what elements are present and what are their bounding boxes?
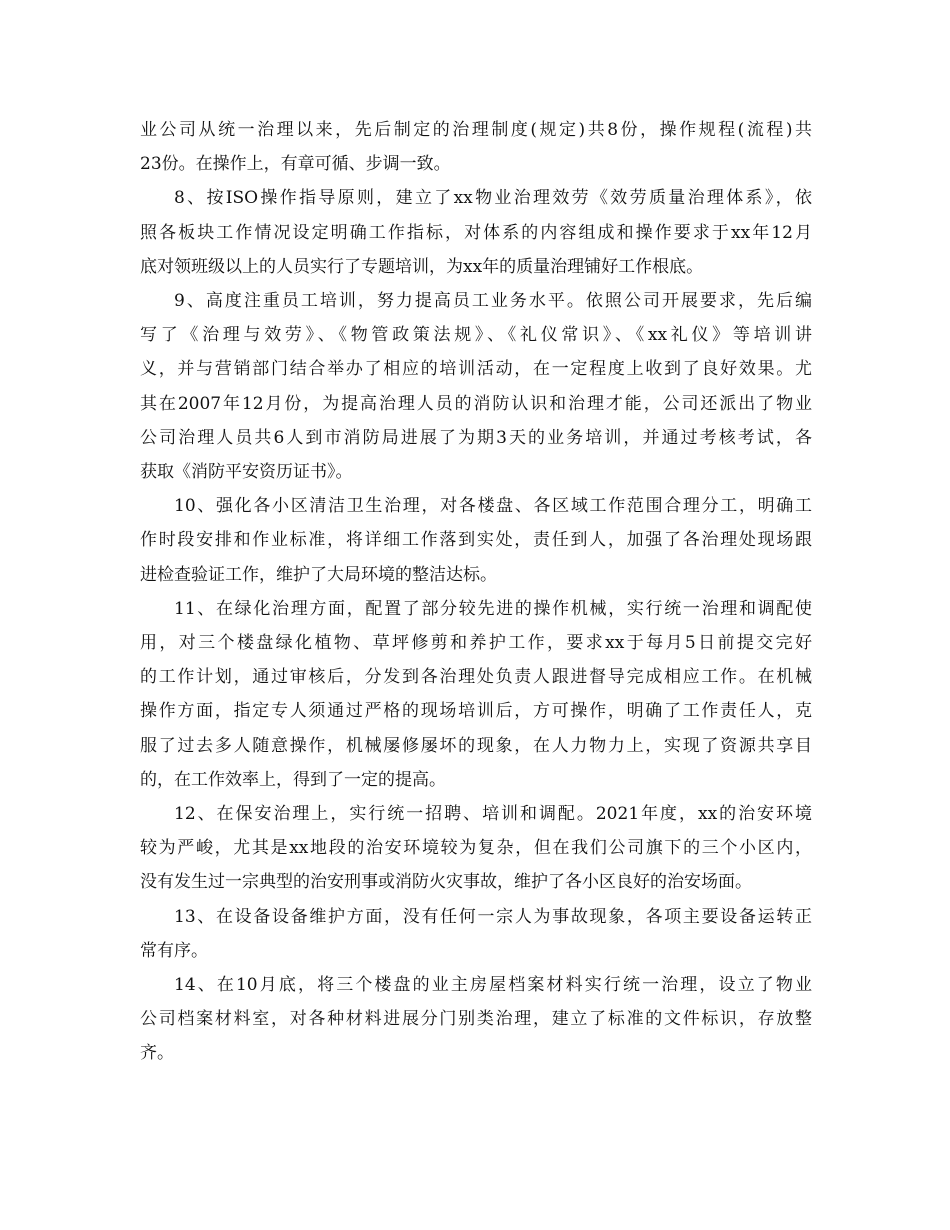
text-line: 23份。在操作上，有章可循、步调一致。 bbox=[140, 154, 451, 175]
text-line: 齐。 bbox=[140, 1043, 174, 1064]
text-line: 底对领班级以上的人员实行了专题培训，为xx年的质量治理铺好工作根底。 bbox=[140, 256, 704, 277]
document-body bbox=[140, 113, 812, 1071]
text-line: 进检查验证工作，维护了大局环境的整洁达标。 bbox=[140, 564, 497, 585]
paragraph-13 bbox=[140, 900, 812, 968]
paragraph-8 bbox=[140, 181, 812, 284]
text-line: 用，对三个楼盘绿化植物、草坪修剪和养护工作，要求xx于每月5日前提交完好 bbox=[140, 633, 812, 654]
text-line: 获取《消防平安资历证书》。 bbox=[140, 462, 353, 483]
text-line: 9、高度注重员工培训，努力提高员工业务水平。依照公司开展要求，先后编 bbox=[174, 291, 812, 312]
text-line: 的工作计划，通过审核后，分发到各治理处负责人跟进督导完成相应工作。在机械 bbox=[140, 667, 812, 688]
text-line: 没有发生过一宗典型的治安刑事或消防火灾事故，维护了各小区良好的治安场面。 bbox=[140, 872, 752, 893]
text-line: 服了过去多人随意操作，机械屡修屡坏的现象，在人力物力上，实现了资源共享目 bbox=[140, 735, 812, 756]
text-line: 义，并与营销部门结合举办了相应的培训活动，在一定程度上收到了良好效果。尤 bbox=[140, 359, 812, 380]
text-line: 公司档案材料室，对各种材料进展分门别类治理，建立了标准的文件标识，存放整 bbox=[140, 1009, 812, 1030]
text-line: 常有序。 bbox=[140, 940, 208, 961]
paragraph-14 bbox=[140, 968, 812, 1071]
text-line: 较为严峻，尤其是xx地段的治安环境较为复杂，但在我们公司旗下的三个小区内， bbox=[140, 838, 812, 859]
text-line: 其在2007年12月份，为提高治理人员的消防认识和治理才能，公司还派出了物业 bbox=[140, 393, 812, 414]
text-line: 10、强化各小区清洁卫生治理，对各楼盘、各区域工作范围合理分工，明确工 bbox=[174, 496, 812, 517]
paragraph-7-continued bbox=[140, 113, 812, 181]
text-line: 8、按ISO操作指导原则，建立了xx物业治理效劳《效劳质量治理体系》，依 bbox=[174, 188, 812, 209]
text-line: 13、在设备设备维护方面，没有任何一宗人为事故现象，各项主要设备运转正 bbox=[174, 906, 812, 927]
text-line: 14、在10月底，将三个楼盘的业主房屋档案材料实行统一治理，设立了物业 bbox=[174, 975, 812, 996]
text-line: 写了《治理与效劳》、《物管政策法规》、《礼仪常识》、《xx礼仪》等培训讲 bbox=[140, 325, 812, 346]
text-line: 公司治理人员共6人到市消防局进展了为期3天的业务培训，并通过考核考试，各 bbox=[140, 427, 812, 448]
text-line: 操作方面，指定专人须通过严格的现场培训后，方可操作，明确了工作责任人，克 bbox=[140, 701, 812, 722]
text-line: 业公司从统一治理以来，先后制定的治理制度(规定)共8份，操作规程(流程)共 bbox=[140, 120, 812, 140]
paragraph-11 bbox=[140, 592, 812, 797]
text-line: 11、在绿化治理方面，配置了部分较先进的操作机械，实行统一治理和调配使 bbox=[174, 598, 812, 619]
paragraph-10 bbox=[140, 489, 812, 592]
paragraph-12 bbox=[140, 797, 812, 900]
text-line: 作时段安排和作业标准，将详细工作落到实处，责任到人，加强了各治理处现场跟 bbox=[140, 530, 812, 551]
text-line: 照各板块工作情况设定明确工作指标，对体系的内容组成和操作要求于xx年12月 bbox=[140, 222, 812, 243]
paragraph-9 bbox=[140, 284, 812, 489]
text-line: 12、在保安治理上，实行统一招聘、培训和调配。2021年度，xx的治安环境 bbox=[174, 804, 812, 825]
text-line: 的，在工作效率上，得到了一定的提高。 bbox=[140, 769, 446, 790]
